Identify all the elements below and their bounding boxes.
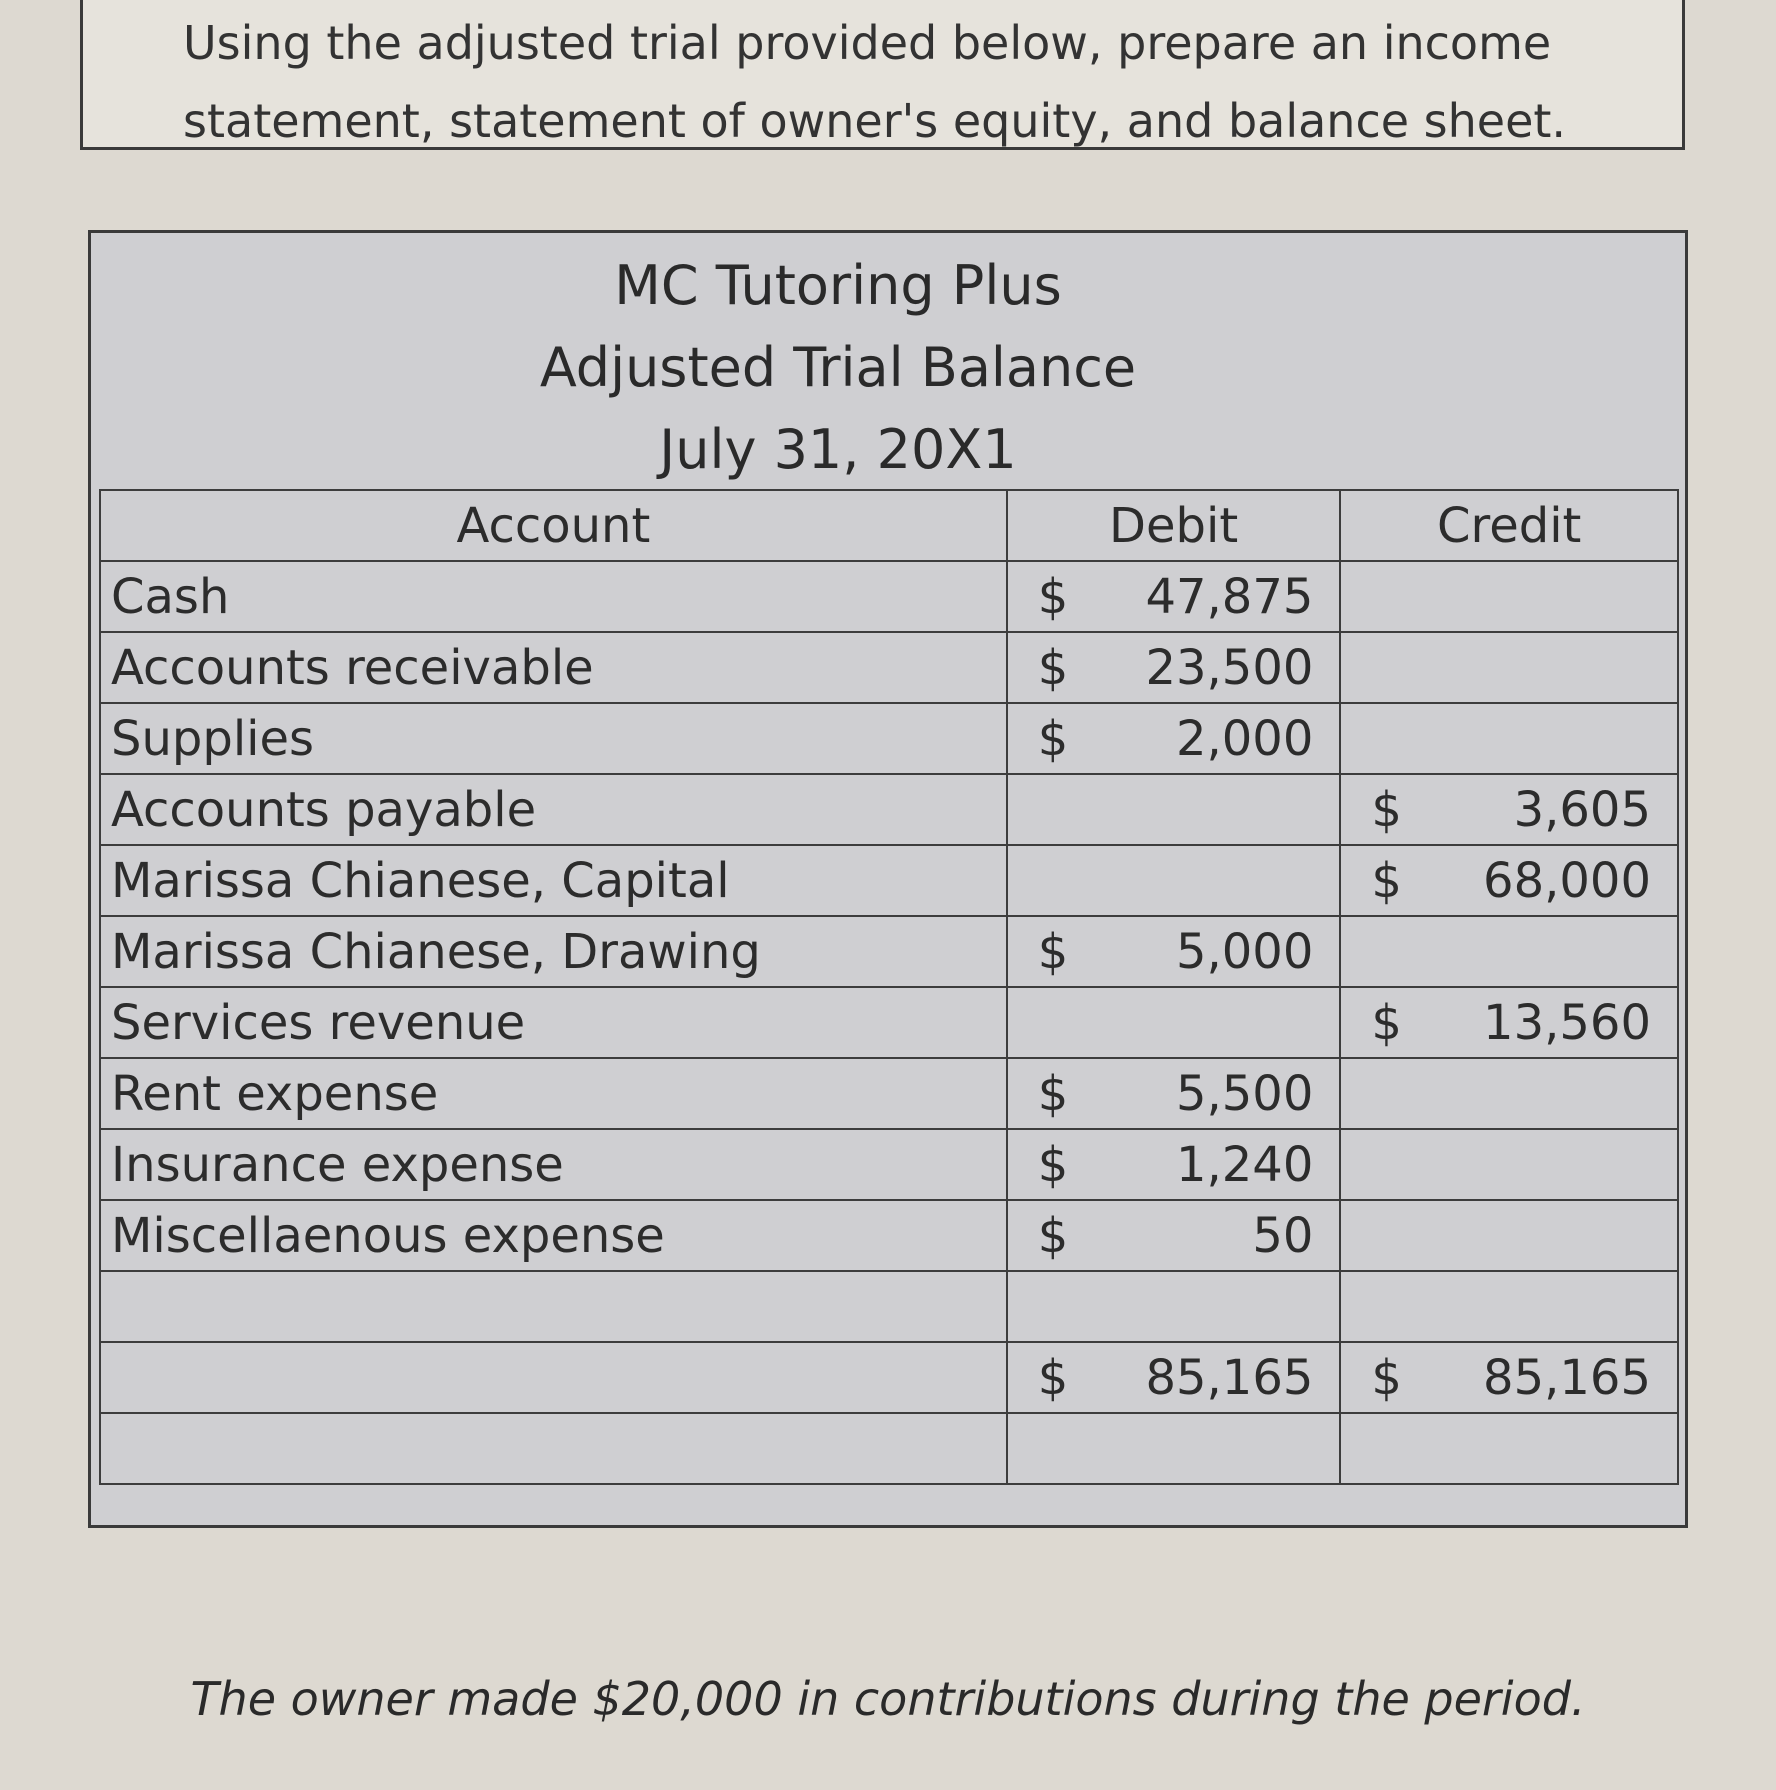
- table-row: [100, 1271, 1678, 1342]
- company-name: MC Tutoring Plus: [614, 254, 1062, 317]
- debit-cell: [1007, 703, 1341, 774]
- debit-cell: [1007, 774, 1341, 845]
- account-cell: Miscellaenous expense: [100, 1200, 1007, 1271]
- account-cell: Accounts payable: [100, 774, 1007, 845]
- debit-amount: 85,165: [1145, 1349, 1314, 1406]
- debit-currency-sign: $: [1037, 710, 1069, 767]
- credit-cell: [1340, 1413, 1678, 1484]
- account-cell: Marissa Chianese, Capital: [100, 845, 1007, 916]
- account-cell: [100, 1413, 1007, 1484]
- debit-cell: [1007, 1129, 1341, 1200]
- table-row: [100, 1342, 1678, 1413]
- debit-currency-sign: $: [1037, 1065, 1069, 1122]
- credit-amount: 85,165: [1483, 1349, 1651, 1406]
- credit-currency-sign: $: [1371, 852, 1402, 909]
- account-cell: Supplies: [100, 703, 1007, 774]
- table-row: [100, 1200, 1678, 1271]
- table-row: [100, 1058, 1678, 1129]
- credit-cell: [1340, 1129, 1678, 1200]
- debit-currency-sign: $: [1037, 568, 1069, 625]
- credit-cell: [1340, 703, 1678, 774]
- table-row: [100, 845, 1678, 916]
- debit-amount: 1,240: [1175, 1136, 1314, 1193]
- trial-balance-heading: [91, 233, 1685, 483]
- table-row: [100, 1129, 1678, 1200]
- contributions-note: The owner made $20,000 in contributions during the period.: [190, 1672, 1586, 1726]
- credit-cell: [1340, 632, 1678, 703]
- debit-currency-sign: $: [1037, 639, 1069, 696]
- report-title: Adjusted Trial Balance: [539, 336, 1137, 399]
- debit-amount: 47,875: [1145, 568, 1314, 625]
- table-row: [100, 632, 1678, 703]
- table-row: [100, 561, 1678, 632]
- account-cell: Marissa Chianese, Drawing: [100, 916, 1007, 987]
- debit-amount: 5,500: [1175, 1065, 1314, 1122]
- table-header-row: [100, 490, 1678, 561]
- debit-header: Debit: [1007, 490, 1341, 561]
- table-row: [100, 987, 1678, 1058]
- credit-cell: [1340, 1058, 1678, 1129]
- credit-header: Credit: [1340, 490, 1678, 561]
- account-cell: [100, 1342, 1007, 1413]
- credit-cell: [1340, 987, 1678, 1058]
- debit-cell: [1007, 916, 1341, 987]
- table-row: [100, 1413, 1678, 1484]
- credit-cell: [1340, 774, 1678, 845]
- credit-currency-sign: $: [1371, 1349, 1402, 1406]
- trial-balance-sheet: [88, 230, 1688, 1528]
- debit-amount: 5,000: [1175, 923, 1314, 980]
- account-cell: Services revenue: [100, 987, 1007, 1058]
- debit-cell: [1007, 561, 1341, 632]
- debit-currency-sign: $: [1037, 923, 1069, 980]
- debit-cell: [1007, 1413, 1341, 1484]
- credit-cell: [1340, 916, 1678, 987]
- account-cell: Cash: [100, 561, 1007, 632]
- credit-cell: [1340, 1200, 1678, 1271]
- table-row: [100, 703, 1678, 774]
- debit-cell: [1007, 1058, 1341, 1129]
- credit-cell: [1340, 561, 1678, 632]
- debit-cell: [1007, 987, 1341, 1058]
- account-cell: [100, 1271, 1007, 1342]
- debit-cell: [1007, 632, 1341, 703]
- account-cell: Rent expense: [100, 1058, 1007, 1129]
- debit-cell: [1007, 1271, 1341, 1342]
- debit-amount: 2,000: [1175, 710, 1314, 767]
- credit-currency-sign: $: [1371, 994, 1402, 1051]
- debit-amount: 23,500: [1145, 639, 1314, 696]
- credit-cell: [1340, 845, 1678, 916]
- account-cell: Insurance expense: [100, 1129, 1007, 1200]
- debit-currency-sign: $: [1037, 1349, 1069, 1406]
- credit-amount: 68,000: [1483, 852, 1651, 909]
- credit-currency-sign: $: [1371, 781, 1402, 838]
- account-header: Account: [100, 490, 1007, 561]
- table-row: [100, 774, 1678, 845]
- debit-cell: [1007, 1342, 1341, 1413]
- debit-cell: [1007, 1200, 1341, 1271]
- instructions-box: [80, 0, 1685, 150]
- report-date: July 31, 20X1: [659, 418, 1017, 481]
- table-body: [100, 561, 1678, 1484]
- trial-balance-table: [99, 489, 1679, 1485]
- credit-cell: [1340, 1271, 1678, 1342]
- instructions-line-2: statement, statement of owner's equity, and balance sheet.: [183, 94, 1567, 148]
- instructions-line-1: Using the adjusted trial provided below, prepare an income: [183, 16, 1552, 70]
- debit-currency-sign: $: [1037, 1207, 1069, 1264]
- table-row: [100, 916, 1678, 987]
- credit-amount: 13,560: [1483, 994, 1651, 1051]
- debit-cell: [1007, 845, 1341, 916]
- credit-cell: [1340, 1342, 1678, 1413]
- debit-amount: 50: [1252, 1207, 1314, 1264]
- credit-amount: 3,605: [1513, 781, 1651, 838]
- debit-currency-sign: $: [1037, 1136, 1069, 1193]
- account-cell: Accounts receivable: [100, 632, 1007, 703]
